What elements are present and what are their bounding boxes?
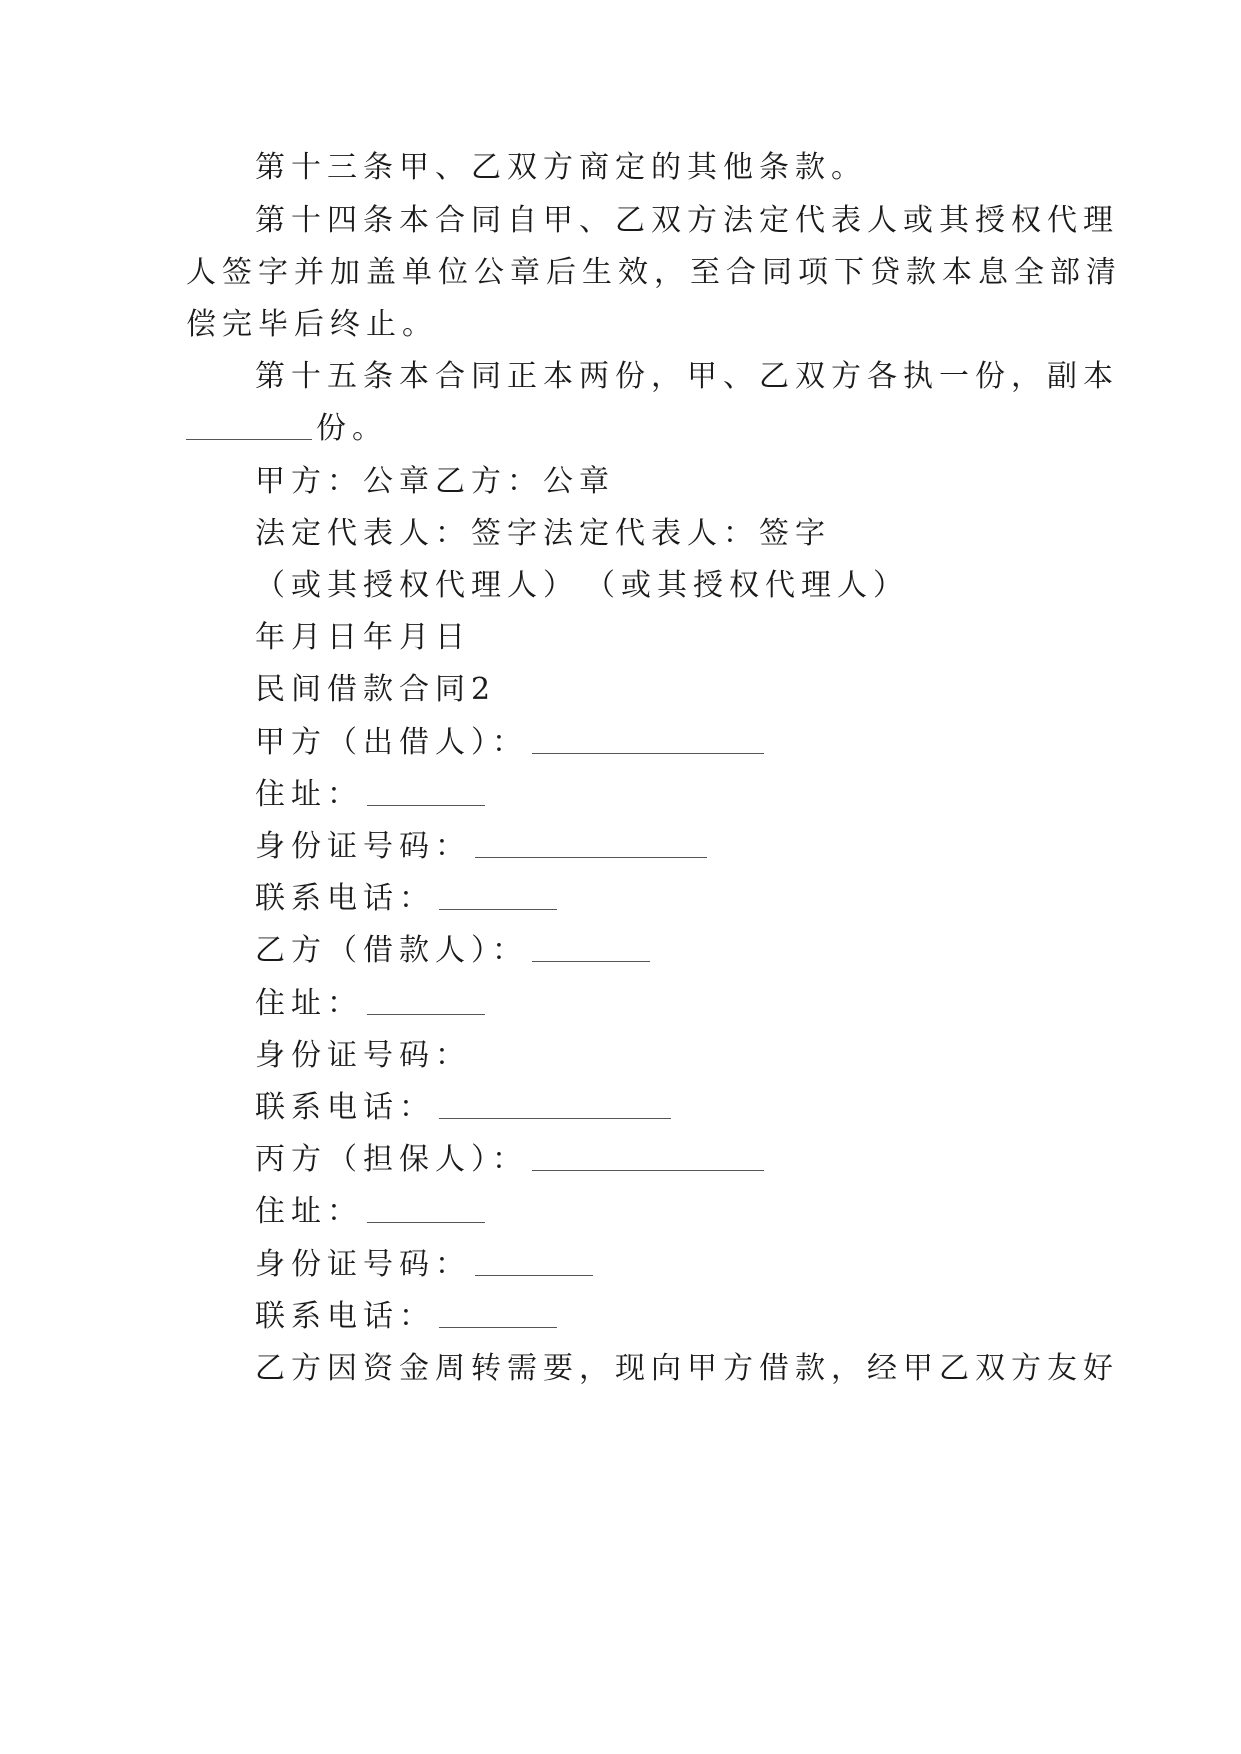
intro-text-1: 乙方因资金周转需要，现向甲方借款，经甲乙双方友好 — [255, 1351, 1119, 1386]
copies-blank — [186, 411, 312, 440]
party-a-phone-line — [0, 879, 1241, 919]
party-b-blank — [532, 933, 650, 962]
agent-text: （或其授权代理人） （或其授权代理人） — [255, 568, 909, 603]
article-15-line-1 — [0, 357, 1241, 397]
party-b-address-label: 住址： — [255, 986, 363, 1021]
party-b-id-line — [0, 1036, 1241, 1076]
article-15-line-2 — [0, 409, 1241, 449]
party-a-phone-label: 联系电话： — [255, 881, 435, 916]
party-b-phone-line — [0, 1088, 1241, 1128]
article-15-text-1: 第十五条本合同正本两份，甲、乙双方各执一份，副本 — [255, 359, 1119, 394]
party-a-line — [0, 723, 1241, 763]
article-14-text-2: 人签字并加盖单位公章后生效，至合同项下贷款本息全部清 — [186, 255, 1122, 290]
article-15-text-2: 份。 — [316, 411, 388, 446]
article-14-text-1: 第十四条本合同自甲、乙双方法定代表人或其授权代理 — [255, 203, 1119, 238]
party-c-line — [0, 1140, 1241, 1180]
representative-text: 法定代表人：签字法定代表人：签字 — [255, 516, 831, 551]
seal-text: 甲方：公章乙方：公章 — [255, 464, 615, 499]
party-a-address-label: 住址： — [255, 777, 363, 812]
contract-2-title-text: 民间借款合同2 — [255, 672, 497, 707]
article-14-line-3 — [0, 305, 1241, 345]
party-b-address-line — [0, 984, 1241, 1024]
party-c-phone-line — [0, 1297, 1241, 1337]
agent-line — [0, 566, 1241, 606]
party-c-phone-label: 联系电话： — [255, 1299, 435, 1334]
party-c-address-blank — [367, 1194, 485, 1223]
article-14-text-3: 偿完毕后终止。 — [186, 307, 438, 342]
party-a-id-line — [0, 827, 1241, 867]
party-b-phone-label: 联系电话： — [255, 1090, 435, 1125]
party-c-id-label: 身份证号码： — [255, 1247, 471, 1282]
seal-line — [0, 462, 1241, 502]
party-c-blank — [532, 1142, 764, 1171]
intro-line-1 — [0, 1349, 1241, 1389]
party-a-label: 甲方（出借人）： — [255, 725, 528, 760]
party-a-address-blank — [367, 777, 485, 806]
date-line — [0, 618, 1241, 658]
contract-2-title — [0, 670, 1241, 710]
article-13-text: 第十三条甲、乙双方商定的其他条款。 — [255, 150, 867, 185]
party-c-label: 丙方（担保人）： — [255, 1142, 528, 1177]
party-b-line — [0, 931, 1241, 971]
party-b-phone-blank — [439, 1090, 671, 1119]
party-c-phone-blank — [439, 1299, 557, 1328]
article-14-line-2 — [0, 253, 1241, 293]
party-a-phone-blank — [439, 881, 557, 910]
representative-line — [0, 514, 1241, 554]
party-a-id-label: 身份证号码： — [255, 829, 471, 864]
article-13 — [0, 148, 1241, 188]
article-14-line-1 — [0, 201, 1241, 241]
party-c-address-line — [0, 1192, 1241, 1232]
party-a-id-blank — [475, 829, 707, 858]
party-b-label: 乙方（借款人）： — [255, 933, 528, 968]
party-a-address-line — [0, 775, 1241, 815]
party-c-id-blank — [475, 1247, 593, 1276]
party-c-id-line — [0, 1245, 1241, 1285]
date-text: 年月日年月日 — [255, 620, 471, 655]
party-c-address-label: 住址： — [255, 1194, 363, 1229]
party-a-blank — [532, 725, 764, 754]
party-b-id-label: 身份证号码： — [255, 1038, 471, 1073]
party-b-address-blank — [367, 986, 485, 1015]
